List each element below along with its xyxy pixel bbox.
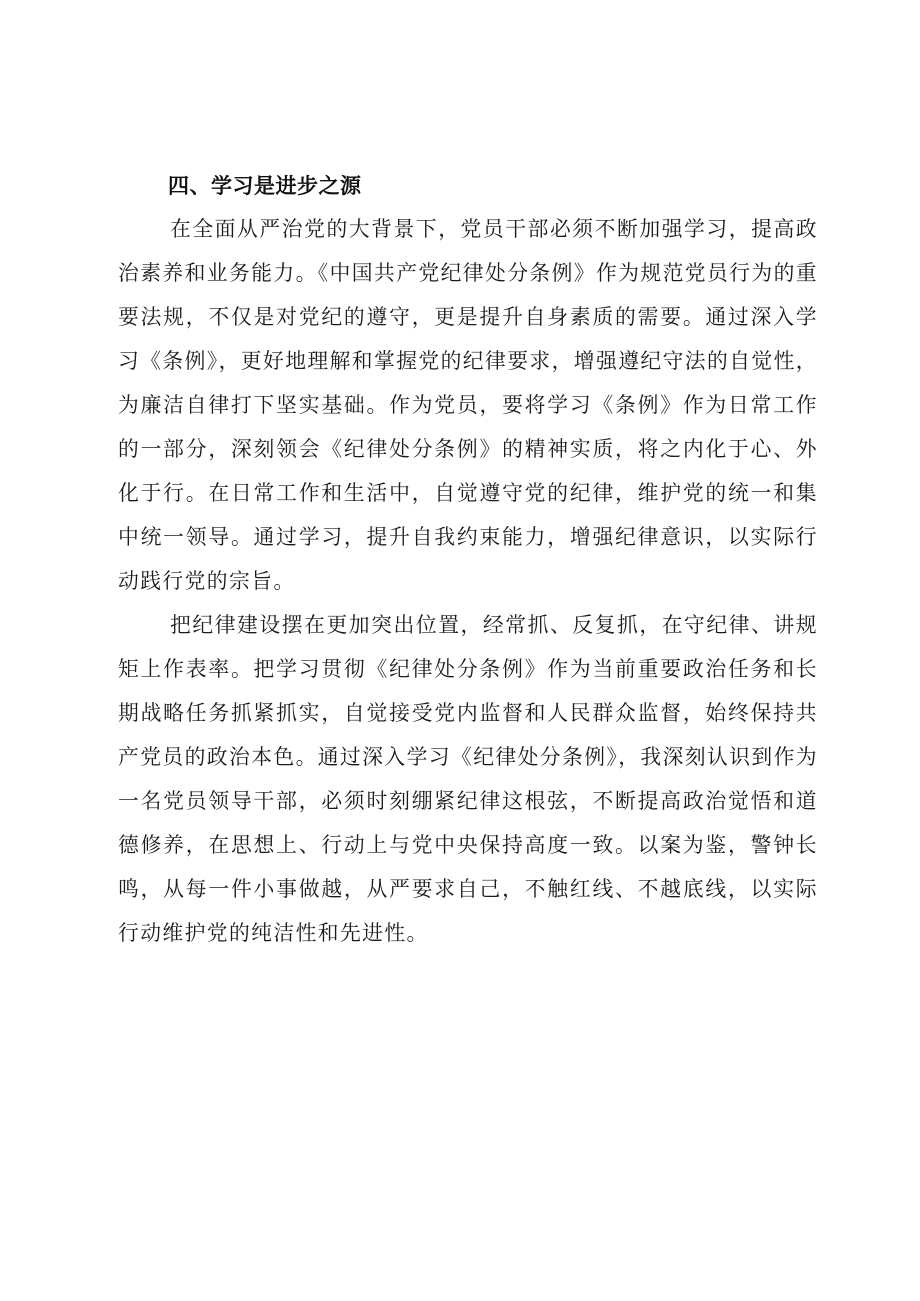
paragraph-2: 把纪律建设摆在更加突出位置，经常抓、反复抓，在守纪律、讲规矩上作表率。把学习贯彻《纪律处分条例》作为当前重要政治任务和长期战略任务抓紧抓实，自觉接受党内监督和人民群众监督，始终保持共产党员的政治本色。通过深入学习《纪律处分条例》，我深刻认识到作为一名党员领导干部，必须时刻绷紧纪律这根弦，不断提高政治觉悟和道德修养，在思想上、行动上与党中央保持高度一致。以案为鉴，警钟长鸣，从每一件小事做越，从严要求自己，不触红线、不越底线，以实际行动维护党的纯洁性和先进性。 xyxy=(118,613,818,945)
document-body xyxy=(118,165,818,955)
paragraph-1: 在全面从严治党的大背景下，党员干部必须不断加强学习，提高政治素养和业务能力。《中国共产党纪律处分条例》作为规范党员行为的重要法规，不仅是对党纪的遵守，更是提升自身素质的需要。通过深入学习《条例》，更好地理解和掌握党的纪律要求，增强遵纪守法的自觉性，为廉洁自律打下坚实基础。作为党员，要将学习《条例》作为日常工作的一部分，深刻领会《纪律处分条例》的精神实质，将之内化于心、外化于行。在日常工作和生活中，自觉遵守党的纪律，维护党的统一和集中统一领导。通过学习，提升自我约束能力，增强纪律意识，以实际行动践行党的宗旨。 xyxy=(118,217,818,593)
section-heading: 四、学习是进步之源 xyxy=(168,174,362,198)
